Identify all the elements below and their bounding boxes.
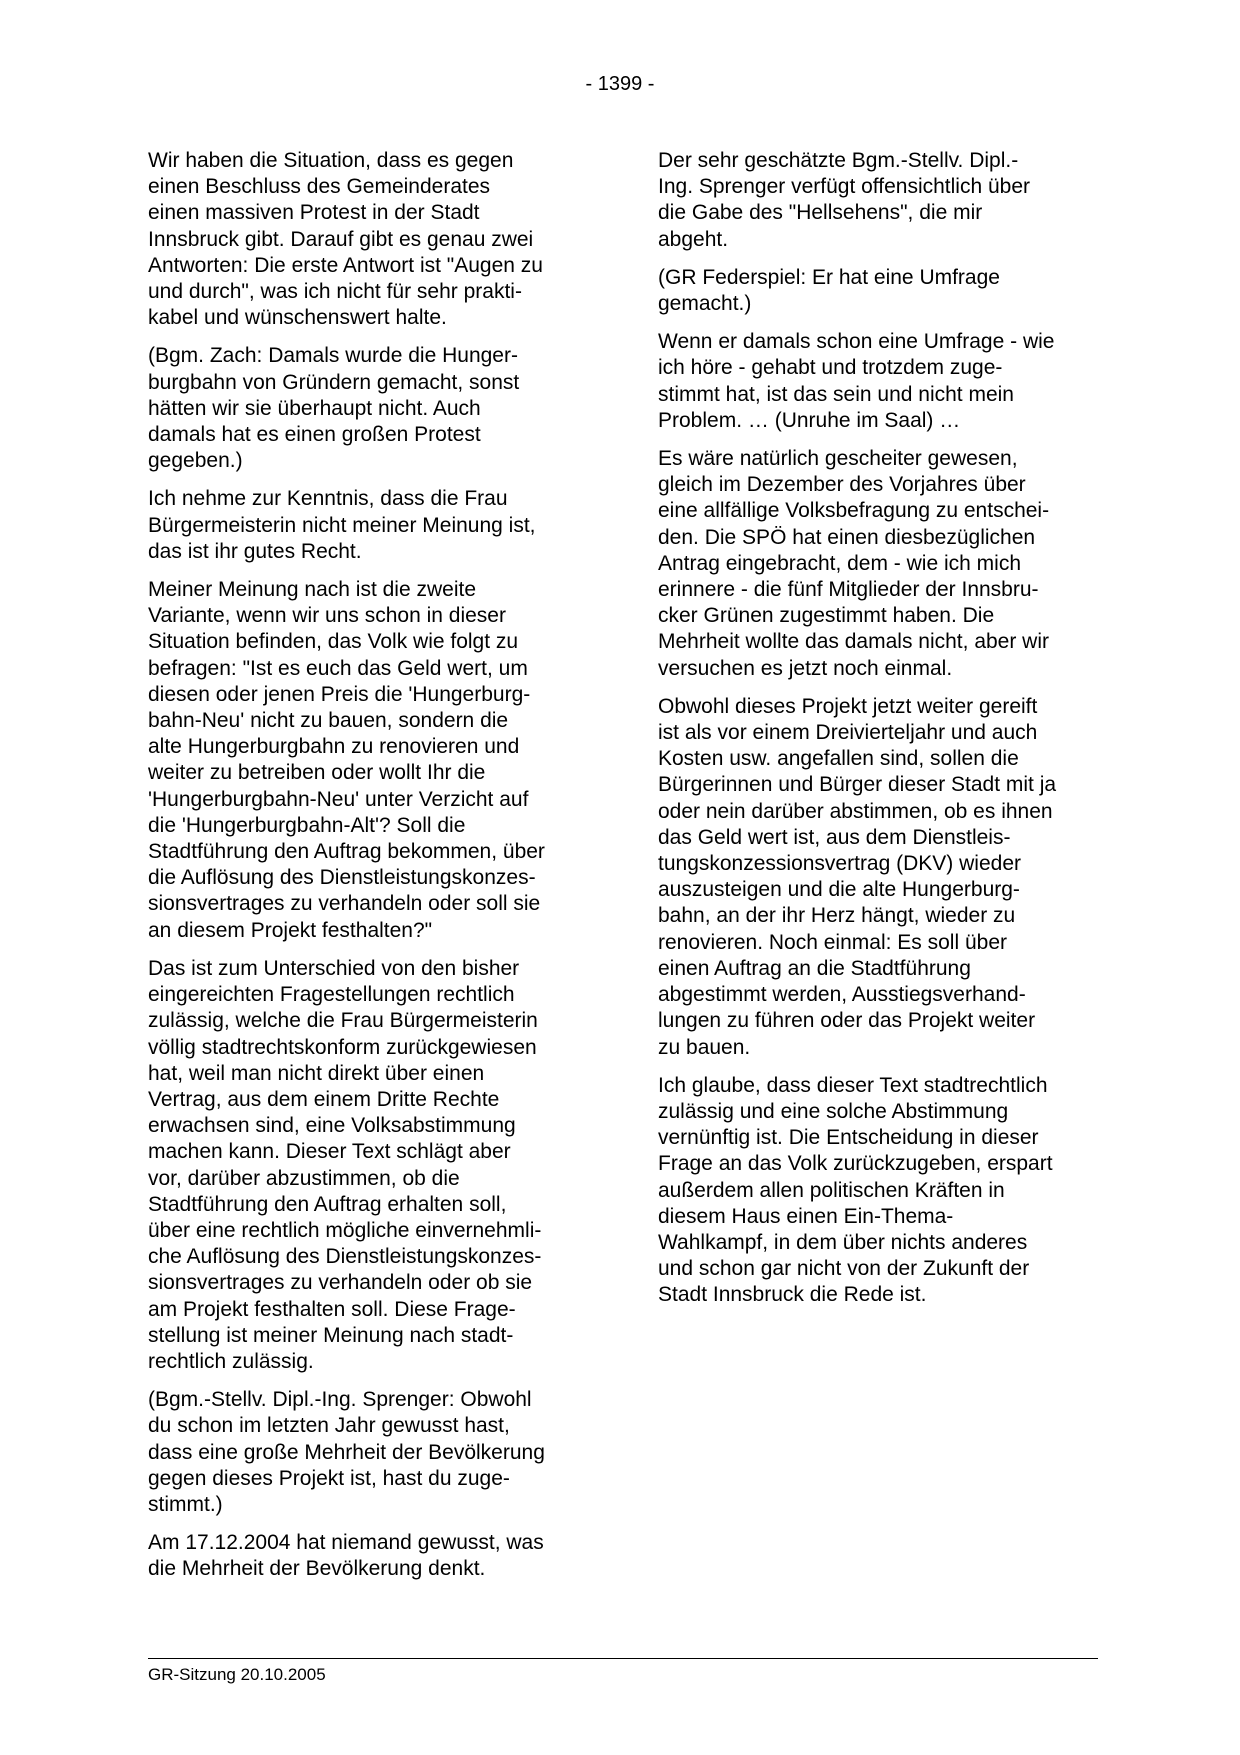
footer-session-date: GR-Sitzung 20.10.2005 — [148, 1665, 326, 1684]
paragraph: Es wäre natürlich gescheiter gewesen, gleich im Dezember des Vorjahres über eine allfällige Volksbefragung zu entschei- den. Die SPÖ hat einen diesbezüglichen Antrag eingebracht, dem - wie ich mich erinnere - die fünf Mitglieder der Innsbru- cker Grünen zugestimmt haben. Die Mehrheit wollte das damals nicht, aber wir versuchen es jetzt noch einmal. — [658, 447, 1050, 680]
paragraph: (Bgm. Zach: Damals wurde die Hunger- burgbahn von Gründern gemacht, sonst hätten wir sie überhaupt nicht. Auch damals hat es einen großen Protest gegeben.) — [148, 344, 520, 473]
paragraph: (Bgm.-Stellv. Dipl.-Ing. Sprenger: Obwohl du schon im letzten Jahr gewusst hast, dass eine große Mehrheit der Bevölkerung gegen dieses Projekt ist, hast du zuge- stimmt.) — [148, 1388, 545, 1516]
page-number: - 1399 - — [585, 73, 655, 95]
paragraph: Ich glaube, dass dieser Text stadtrechtlich zulässig und eine solche Abstimmung vernünftig ist. Die Entscheidung in dieser Frage an das Volk zurückzugeben, erspart außerdem allen politischen Kräften in diesem Haus einen Ein-Thema- Wahlkampf, in dem über nichts anderes und schon gar nicht von der Zukunft der Stadt Innsbruck die Rede ist. — [658, 1073, 1053, 1307]
paragraph: (GR Federspiel: Er hat eine Umfrage gemacht.) — [658, 265, 1000, 316]
paragraph: Der sehr geschätzte Bgm.-Stellv. Dipl.- Ing. Sprenger verfügt offensichtlich über die Gabe des "Hellsehens", die mir abgeht. — [658, 149, 1031, 251]
paragraph: Wir haben die Situation, dass es gegen einen Beschluss des Gemeinderates einen massiven Protest in der Stadt Innsbruck gibt. Darauf gibt es genau zwei Antworten: Die erste Antwort ist "Augen zu und durch", was ich nicht für sehr prakti- kabel und wünschenswert halte. — [148, 149, 543, 330]
paragraph: Meiner Meinung nach ist die zweite Variante, wenn wir uns schon in dieser Situation befinden, das Volk wie folgt zu befragen: "Ist es euch das Geld wert, um diesen oder jenen Preis die 'Hungerburg- bahn-Neu' nicht zu bauen, sondern die alte Hungerburgbahn zu renovieren und weiter zu betreiben oder wollt Ihr die 'Hungerburgbahn-Neu' unter Verzicht auf die 'Hungerburgbahn-Alt'? Soll die Stadtführung den Auftrag bekommen, über die Auflösung des Dienstleistungskonzes- sionsvertrages zu verhandeln oder soll sie an diesem Projekt festhalten?" — [148, 578, 545, 942]
paragraph: Am 17.12.2004 hat niemand gewusst, was die Mehrheit der Bevölkerung denkt. — [148, 1531, 544, 1581]
left-column — [148, 148, 588, 1595]
paragraph: Wenn er damals schon eine Umfrage - wie ich höre - gehabt und trotzdem zuge- stimmt hat, ist das sein und nicht mein Problem. … (Unruhe im Saal) … — [658, 330, 1055, 432]
paragraph: Das ist zum Unterschied von den bisher eingereichten Fragestellungen rechtlich zulässig, welche die Frau Bürgermeisterin völlig stadtrechtskonform zurückgewiesen hat, weil man nicht direkt über einen Vertrag, aus dem einem Dritte Rechte erwachsen sind, eine Volksabstimmung machen kann. Dieser Text schlägt aber vor, darüber abzustimmen, ob die Stadtführung den Auftrag erhalten soll, über eine rechtlich mögliche einvernehmli- che Auflösung des Dienstleistungskonzes- sionsvertrages zu verhandeln oder ob sie am Projekt festhalten soll. Diese Frage- stellung ist meiner Meinung nach stadt- rechtlich zulässig. — [148, 956, 542, 1373]
right-column — [658, 148, 1098, 1321]
paragraph: Ich nehme zur Kenntnis, dass die Frau Bürgermeisterin nicht meiner Meinung ist, das ist ihr gutes Recht. — [148, 487, 536, 563]
paragraph: Obwohl dieses Projekt jetzt weiter gereift ist als vor einem Dreivierteljahr und auch Kosten usw. angefallen sind, sollen die Bürgerinnen und Bürger dieser Stadt mit ja oder nein darüber abstimmen, ob es ihnen das Geld wert ist, aus dem Dienstleis- tungskonzessionsvertrag (DKV) wieder auszusteigen und die alte Hungerburg- bahn, an der ihr Herz hängt, wieder zu renovieren. Noch einmal: Es soll über einen Auftrag an die Stadtführung abgestimmt werden, Ausstiegsverhand- lungen zu führen oder das Projekt weiter zu bauen. — [658, 694, 1057, 1059]
footer-divider — [148, 1658, 1098, 1659]
